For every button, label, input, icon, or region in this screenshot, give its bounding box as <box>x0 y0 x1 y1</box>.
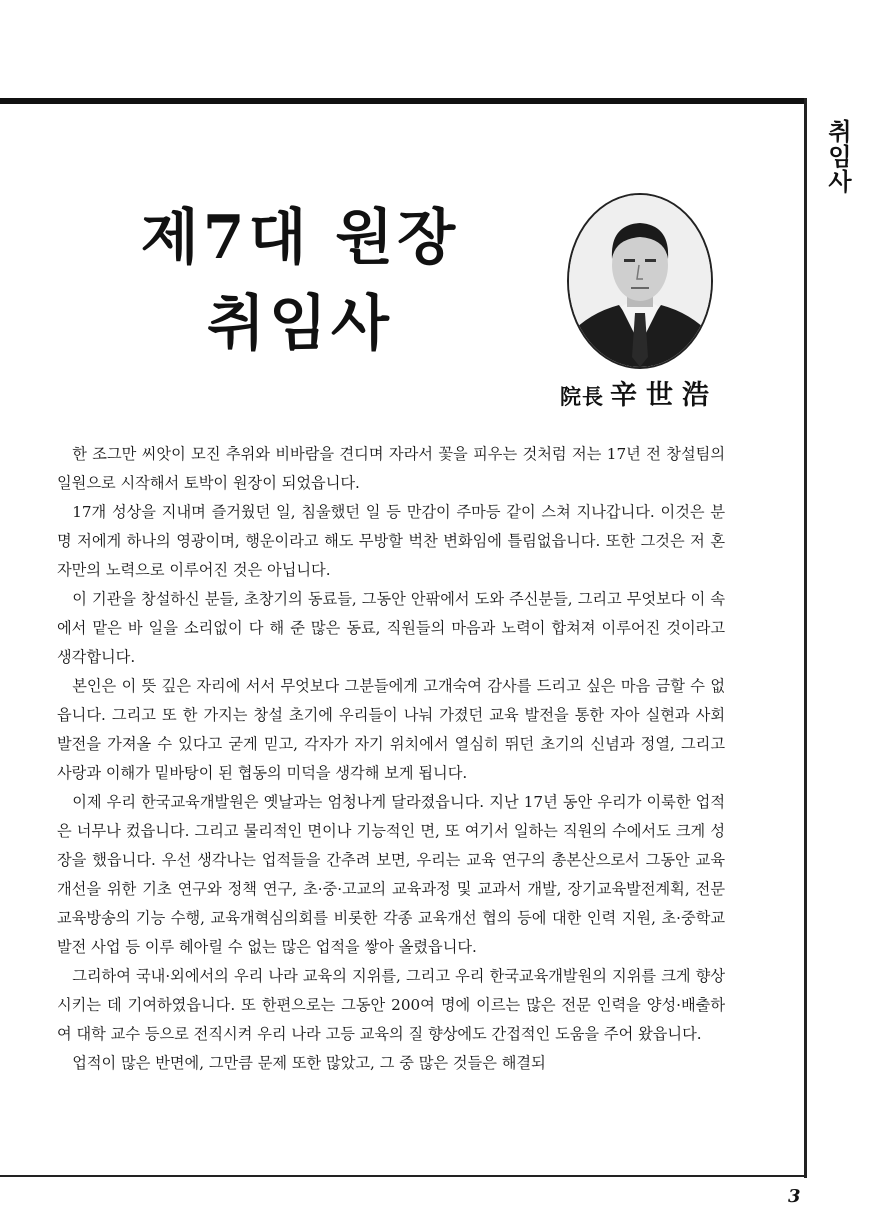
author-portrait-photo <box>567 193 713 369</box>
page-title <box>120 195 480 367</box>
page-number: 3 <box>788 1186 801 1207</box>
author-byline <box>560 373 725 412</box>
author-name: 辛世浩 <box>610 380 718 411</box>
side-tab-char-3: 사 <box>828 168 852 196</box>
speech-body <box>57 440 725 1078</box>
paragraph-3: 이 기관을 창설하신 분들, 초창기의 동료들, 그동안 안팎에서 도와 주신분들, 그리고 무엇보다 이 속에서 맡은 바 일을 소리없이 다 해 준 많은 동료, 직원들의 마음과 노력이 합쳐져 이루어진 것이라고 생각합니다. <box>57 590 725 666</box>
portrait-illustration <box>569 195 711 367</box>
paragraph-2: 17개 성상을 지내며 즐거웠던 일, 침울했던 일 등 만감이 주마등 같이 스쳐 지나갑니다. 이것은 분명 저에게 하나의 영광이며, 행운이라고 해도 무방할 벅찬 변화임에 틀림없읍니다. 또한 그것은 저 혼자만의 노력으로 이루어진 것은 아닙니다. <box>57 503 725 579</box>
paragraph-7: 업적이 많은 반면에, 그만큼 문제 또한 많았고, 그 중 많은 것들은 해결되 <box>72 1054 546 1072</box>
paragraph-5: 이제 우리 한국교육개발원은 옛날과는 엄청나게 달라졌읍니다. 지난 17년 동안 우리가 이룩한 업적은 너무나 컸읍니다. 그리고 물리적인 면이나 기능적인 면, 또 여기서 일하는 직원의 수에서도 크게 성장을 했읍니다. 우선 생각나는 업적들을 간추려 보면, 우리는 교육 연구의 총본산으로서 그동안 교육 개선을 위한 기초 연구와 정책 연구, 초·중·고교의 교육과정 및 교과서 개발, 장기교육발전계획, 전문 교육방송의 기능 수행, 교육개혁심의회를 비롯한 각종 교육개선 협의 등에 대한 인력 지원, 초·중학교 발전 사업 등 이루 헤아릴 수 없는 많은 업적을 쌓아 올렸읍니다. <box>57 793 725 956</box>
bottom-rule <box>0 1175 805 1177</box>
side-section-tab <box>822 120 858 195</box>
side-tab-char-1: 취 <box>828 118 852 146</box>
paragraph-1: 한 조그만 씨앗이 모진 추위와 비바람을 견디며 자라서 꽃을 피우는 것처럼 저는 17년 전 창설팀의 일원으로 시작해서 토박이 원장이 되었읍니다. <box>57 445 725 492</box>
paragraph-6: 그리하여 국내·외에서의 우리 나라 교육의 지위를, 그리고 우리 한국교육개발원의 지위를 크게 향상시키는 데 기여하였읍니다. 또 한편으로는 그동안 200여 명에 이르는 많은 전문 인력을 양성·배출하여 대학 교수 등으로 전직시켜 우리 나라 고등 교육의 질 향상에도 간접적인 도움을 주어 왔읍니다. <box>57 967 725 1043</box>
side-tab-char-2: 임 <box>828 143 852 171</box>
right-rule <box>804 98 807 1178</box>
title-line-1: 제7대 원장 <box>140 203 460 273</box>
paragraph-4: 본인은 이 뜻 깊은 자리에 서서 무엇보다 그분들에게 고개숙여 감사를 드리고 싶은 마음 금할 수 없읍니다. 그리고 또 한 가지는 창설 초기에 우리들이 나눠 가졌던 교육 발전을 통한 자아 실현과 사회 발전을 가져올 수 있다고 굳게 믿고, 각자가 자기 위치에서 열심히 뛰던 초기의 신념과 정열, 그리고 사랑과 이해가 밑바탕이 된 협동의 미덕을 생각해 보게 됩니다. <box>57 677 725 782</box>
title-line-2: 취임사 <box>207 289 393 359</box>
author-role: 院長 <box>560 384 604 409</box>
top-rule <box>0 98 805 104</box>
